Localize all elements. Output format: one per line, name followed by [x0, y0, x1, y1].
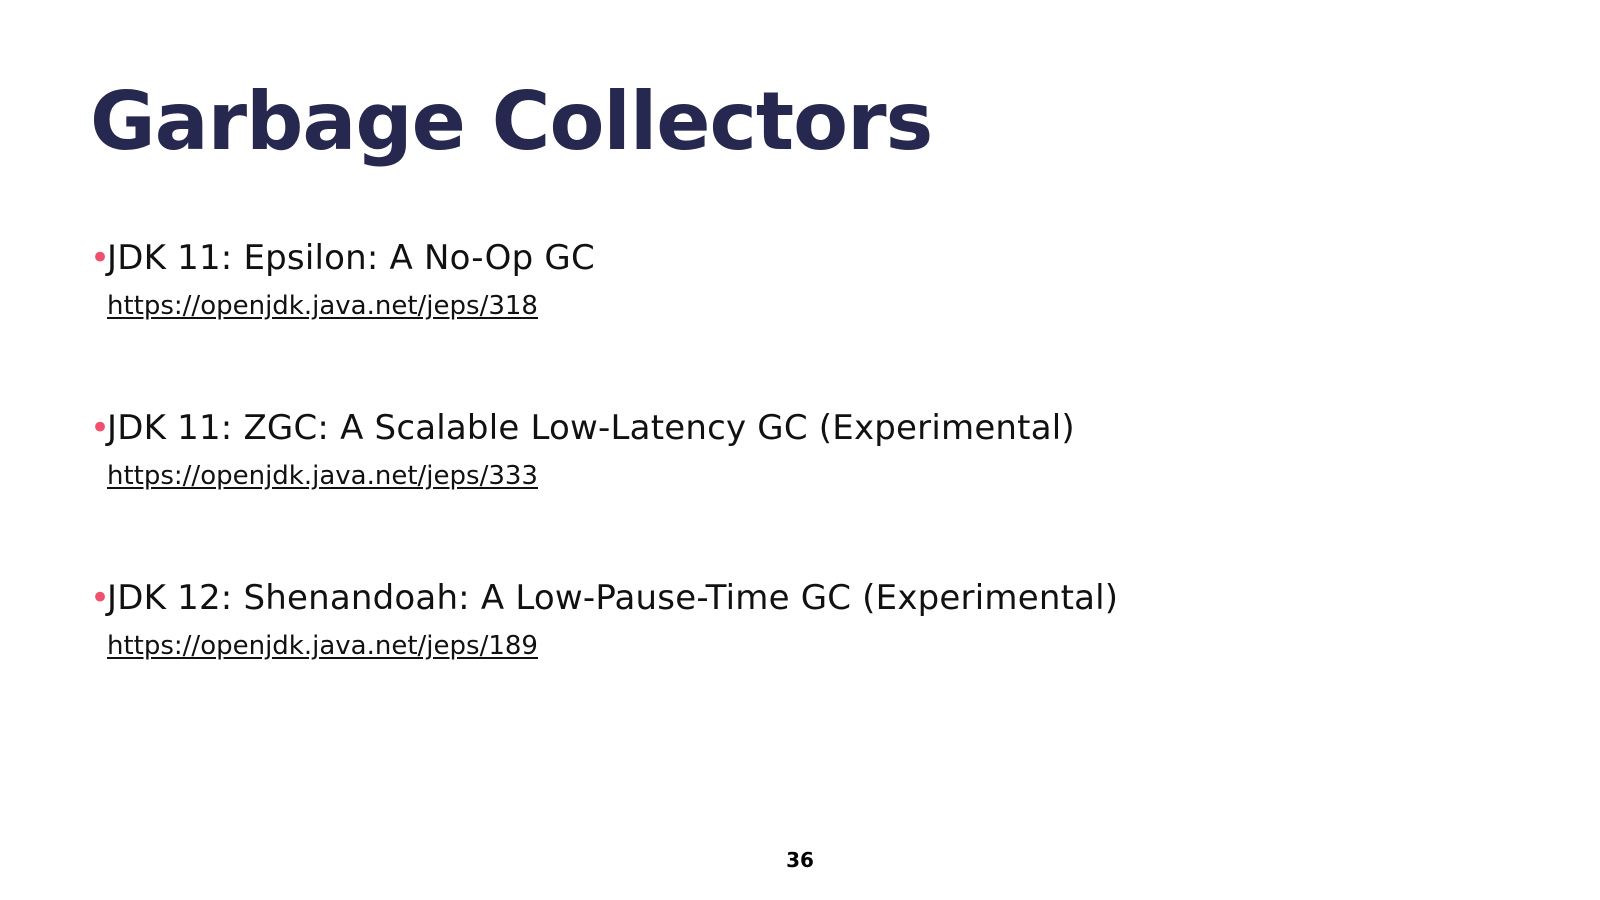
bullet-text: JDK 11: Epsilon: A No-Op GC [107, 238, 595, 278]
bullet-list [90, 232, 1118, 742]
slide-title: Garbage Collectors [90, 75, 933, 168]
bullet-row [90, 232, 1118, 284]
bullet-dot-icon: • [90, 408, 111, 448]
bullet-text: JDK 11: ZGC: A Scalable Low-Latency GC (Experimental) [107, 408, 1075, 448]
bullet-item-shenandoah [90, 572, 1118, 742]
bullet-row [90, 572, 1118, 624]
bullet-text: JDK 12: Shenandoah: A Low-Pause-Time GC (Experimental) [107, 578, 1119, 618]
jep-318-link[interactable]: https://openjdk.java.net/jeps/318 [107, 291, 538, 321]
bullet-dot-icon: • [90, 578, 111, 618]
jep-333-link[interactable]: https://openjdk.java.net/jeps/333 [107, 461, 538, 491]
bullet-item-epsilon [90, 232, 1118, 402]
jep-189-link[interactable]: https://openjdk.java.net/jeps/189 [107, 631, 538, 661]
bullet-dot-icon: • [90, 238, 111, 278]
bullet-item-zgc [90, 402, 1118, 572]
bullet-row [90, 402, 1118, 454]
page-number: 36 [786, 848, 814, 872]
